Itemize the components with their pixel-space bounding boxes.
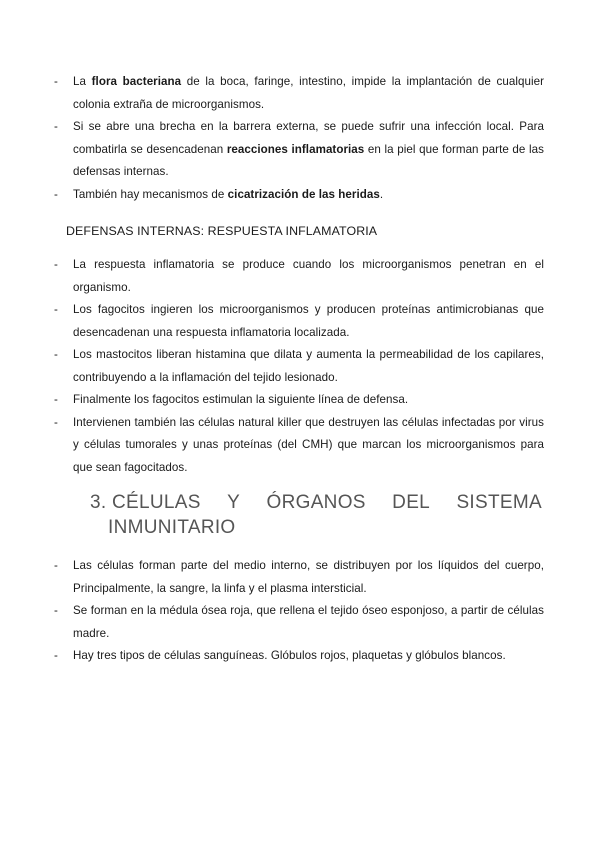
text-run: Se forman en la médula ósea roja, que rellena el tejido óseo esponjoso, a partir de células madre.	[73, 604, 544, 640]
list-item	[54, 116, 544, 184]
list-item	[54, 71, 544, 116]
text-run: de la boca, faringe, intestino, impide la implantación de cualquier colonia extraña de microorganismos.	[73, 75, 544, 111]
bullet-dash: -	[54, 258, 58, 271]
bullet-dash: -	[54, 303, 58, 316]
text-run: Los fagocitos ingieren los microorganismos y producen proteínas antimicrobianas que desencadenan una respuesta inflamatoria localizada.	[73, 303, 544, 339]
bullet-list-immune-cells	[54, 555, 544, 668]
bold-term: cicatrización de las heridas	[227, 187, 380, 201]
bullet-dash: -	[54, 348, 58, 361]
bullet-dash: -	[54, 415, 58, 429]
heading-word: DEL	[392, 492, 431, 513]
list-item	[54, 555, 544, 600]
heading-word: SISTEMA	[456, 492, 542, 513]
text-run: Hay tres tipos de células sanguíneas. Glóbulos rojos, plaquetas y glóbulos blancos.	[73, 649, 506, 662]
heading-word: ÓRGANOS	[266, 492, 366, 513]
text-run: Finalmente los fagocitos estimulan la siguiente línea de defensa.	[73, 393, 409, 406]
list-item	[54, 184, 544, 207]
text-run: .	[379, 187, 384, 201]
bullet-dash: -	[54, 120, 58, 133]
section-heading-line-2: INMUNITARIO	[108, 517, 236, 538]
text-run: en la piel que forman parte de las defensas internas.	[73, 142, 545, 178]
text-run: Si se abre una brecha en la barrera externa, se puede sufrir una infección local. Para combatirla se desencadenan	[73, 120, 544, 156]
bullet-dash: -	[54, 649, 58, 662]
bullet-dash: -	[54, 187, 58, 201]
section-heading	[90, 490, 542, 540]
list-item	[54, 412, 544, 480]
bullet-list-inflammatory-response	[54, 254, 544, 479]
text-run: Los mastocitos liberan histamina que dilata y aumenta la permeabilidad de los capilares, contribuyendo a la inflamación del tejido lesionado.	[73, 348, 544, 384]
list-item	[54, 344, 544, 389]
section-heading-line-1	[90, 490, 542, 515]
list-item	[54, 389, 544, 412]
bold-term: reacciones inflamatorias	[226, 142, 365, 156]
text-run: Las células forman parte del medio interno, se distribuyen por los líquidos del cuerpo, Principalmente, la sangre, la linfa y el plasma intersticial.	[73, 559, 544, 595]
section-subheading: DEFENSAS INTERNAS: RESPUESTA INFLAMATORIA	[66, 224, 378, 238]
bullet-dash: -	[54, 393, 58, 406]
text-run: También hay mecanismos de	[73, 187, 228, 201]
list-item	[54, 645, 544, 668]
heading-word: 3. CÉLULAS	[90, 492, 201, 513]
text-run: La respuesta inflamatoria se produce cuando los microorganismos penetran en el organismo.	[73, 258, 544, 294]
bullet-dash: -	[54, 75, 58, 88]
text-run: La	[73, 75, 92, 88]
bold-term: flora bacteriana	[91, 75, 182, 88]
text-run: Intervienen también las células natural killer que destruyen las células infectadas por virus y células tumorales y unas proteínas (del CMH) que marcan los microorganismos para que sean fagocitados.	[73, 415, 544, 474]
list-item	[54, 254, 544, 299]
bullet-list-external-defenses	[54, 71, 544, 206]
bullet-dash: -	[54, 559, 58, 572]
bullet-dash: -	[54, 604, 58, 617]
list-item	[54, 299, 544, 344]
list-item	[54, 600, 544, 645]
heading-word: Y	[227, 492, 241, 513]
